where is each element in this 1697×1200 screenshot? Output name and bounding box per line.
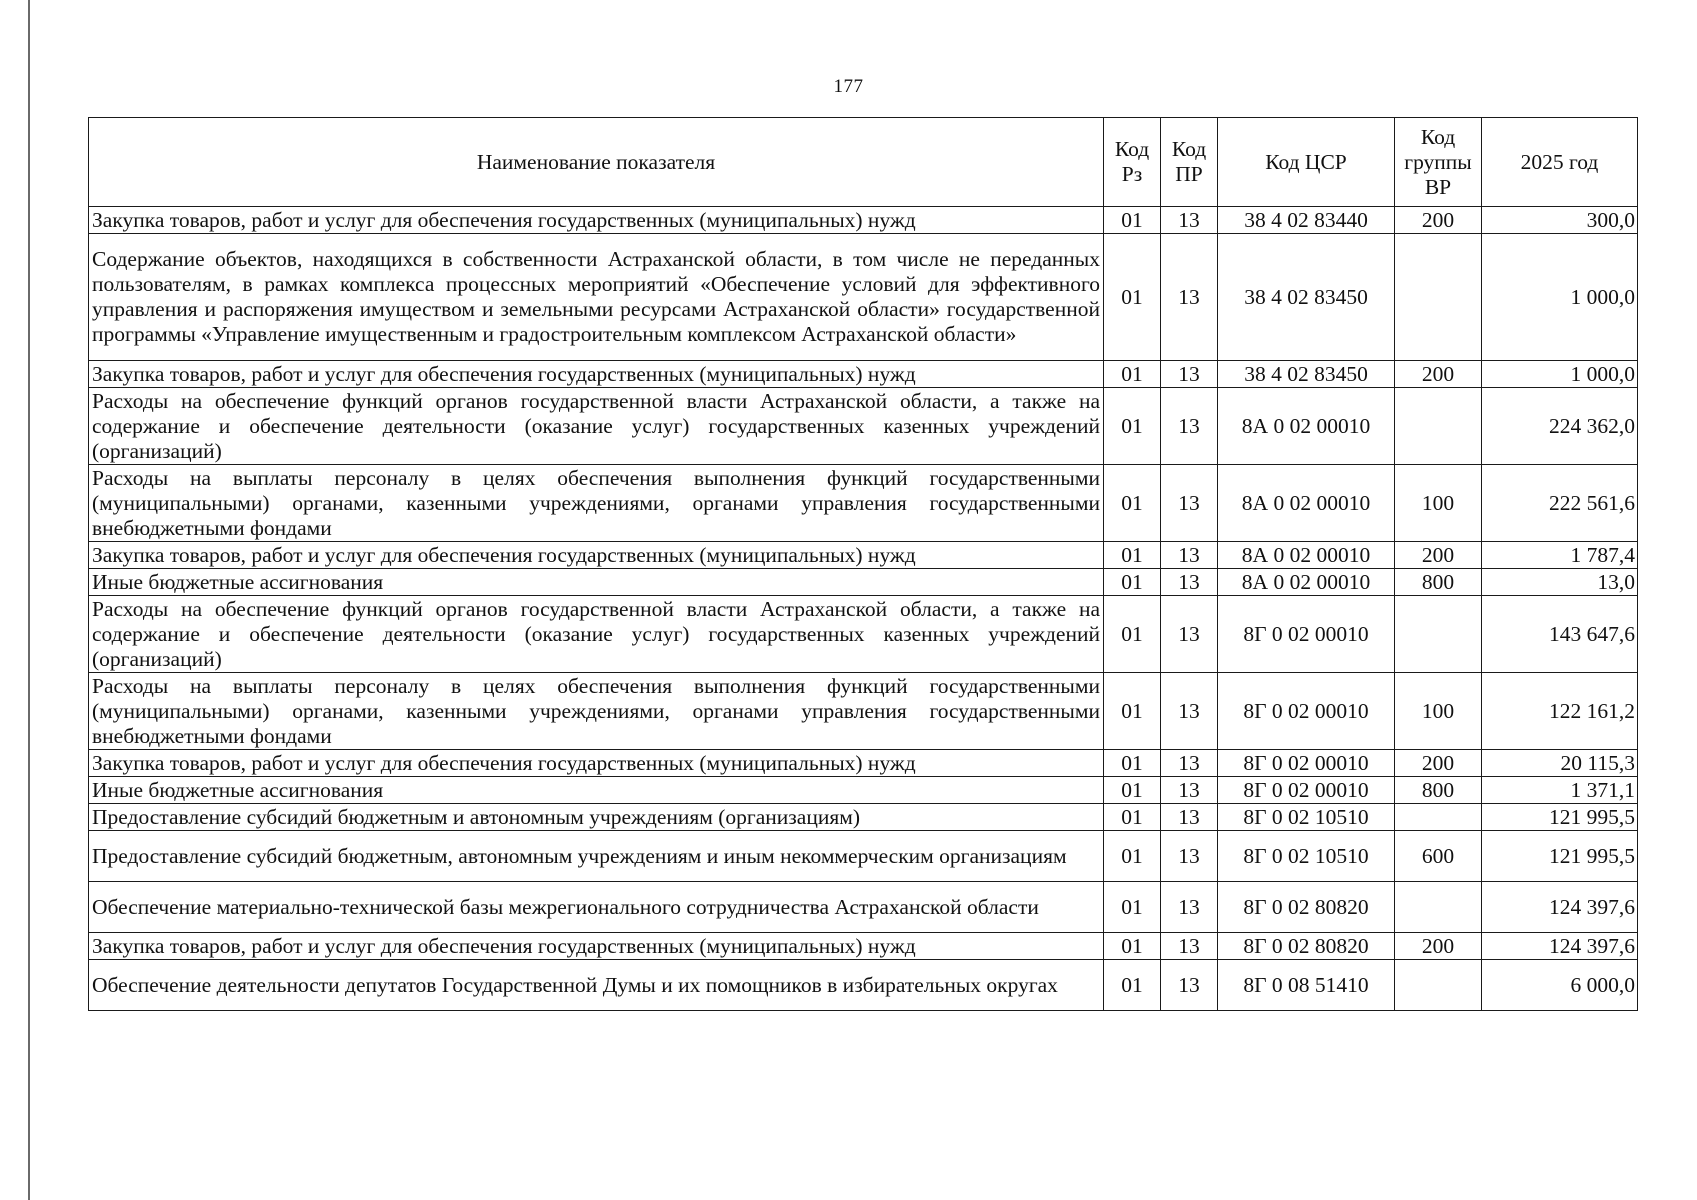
row-rz: 01 bbox=[1104, 804, 1161, 831]
row-name: Расходы на обеспечение функций органов государственной власти Астраханской области, а также на содержание и обеспечение деятельности (оказание услуг) государственных казенных учреждений (организаций) bbox=[89, 388, 1104, 465]
header-pr: Код ПР bbox=[1161, 118, 1218, 207]
row-pr: 13 bbox=[1161, 831, 1218, 882]
row-amount: 122 161,2 bbox=[1482, 673, 1638, 750]
row-rz: 01 bbox=[1104, 207, 1161, 234]
row-name: Закупка товаров, работ и услуг для обеспечения государственных (муниципальных) нужд bbox=[89, 933, 1104, 960]
header-csr: Код ЦСР bbox=[1218, 118, 1395, 207]
row-name: Предоставление субсидий бюджетным, автономным учреждениям и иным некоммерческим организациям bbox=[89, 831, 1104, 882]
row-csr: 8Г 0 02 10510 bbox=[1218, 831, 1395, 882]
table-row bbox=[89, 234, 1638, 361]
row-csr: 8А 0 02 00010 bbox=[1218, 542, 1395, 569]
row-csr: 8Г 0 08 51410 bbox=[1218, 960, 1395, 1011]
row-csr: 8Г 0 02 00010 bbox=[1218, 750, 1395, 777]
row-vr bbox=[1395, 388, 1482, 465]
row-rz: 01 bbox=[1104, 465, 1161, 542]
row-pr: 13 bbox=[1161, 933, 1218, 960]
row-name: Закупка товаров, работ и услуг для обеспечения государственных (муниципальных) нужд bbox=[89, 207, 1104, 234]
row-amount: 222 561,6 bbox=[1482, 465, 1638, 542]
row-vr bbox=[1395, 596, 1482, 673]
budget-table bbox=[88, 117, 1638, 1011]
row-pr: 13 bbox=[1161, 207, 1218, 234]
row-vr: 200 bbox=[1395, 207, 1482, 234]
row-csr: 8А 0 02 00010 bbox=[1218, 388, 1395, 465]
table-row bbox=[89, 465, 1638, 542]
row-pr: 13 bbox=[1161, 804, 1218, 831]
row-name: Предоставление субсидий бюджетным и автономным учреждениям (организациям) bbox=[89, 804, 1104, 831]
row-amount: 1 371,1 bbox=[1482, 777, 1638, 804]
row-amount: 1 000,0 bbox=[1482, 361, 1638, 388]
row-rz: 01 bbox=[1104, 933, 1161, 960]
row-name: Расходы на выплаты персоналу в целях обеспечения выполнения функций государственными (муниципальными) органами, казенными учреждениями, органами управления государственными внебюджетными фондами bbox=[89, 673, 1104, 750]
row-pr: 13 bbox=[1161, 388, 1218, 465]
row-csr: 8Г 0 02 10510 bbox=[1218, 804, 1395, 831]
row-vr bbox=[1395, 804, 1482, 831]
row-amount: 1 787,4 bbox=[1482, 542, 1638, 569]
row-name: Закупка товаров, работ и услуг для обеспечения государственных (муниципальных) нужд bbox=[89, 361, 1104, 388]
row-rz: 01 bbox=[1104, 569, 1161, 596]
row-pr: 13 bbox=[1161, 465, 1218, 542]
row-csr: 8Г 0 02 00010 bbox=[1218, 673, 1395, 750]
header-name: Наименование показателя bbox=[89, 118, 1104, 207]
row-amount: 121 995,5 bbox=[1482, 831, 1638, 882]
row-rz: 01 bbox=[1104, 542, 1161, 569]
row-vr: 200 bbox=[1395, 542, 1482, 569]
table-row bbox=[89, 882, 1638, 933]
table-row bbox=[89, 960, 1638, 1011]
table-row bbox=[89, 207, 1638, 234]
table-row bbox=[89, 933, 1638, 960]
row-vr bbox=[1395, 960, 1482, 1011]
row-rz: 01 bbox=[1104, 750, 1161, 777]
row-name: Иные бюджетные ассигнования bbox=[89, 777, 1104, 804]
row-vr: 800 bbox=[1395, 777, 1482, 804]
row-rz: 01 bbox=[1104, 596, 1161, 673]
row-csr: 38 4 02 83450 bbox=[1218, 234, 1395, 361]
row-name: Содержание объектов, находящихся в собственности Астраханской области, в том числе не переданных пользователям, в рамках комплекса процессных мероприятий «Обеспечение условий для эффективного управления и распоряжения имуществом и земельными ресурсами Астраханской области» государственной программы «Управление имущественным и градостроительным комплексом Астраханской области» bbox=[89, 234, 1104, 361]
row-amount: 1 000,0 bbox=[1482, 234, 1638, 361]
row-rz: 01 bbox=[1104, 777, 1161, 804]
row-csr: 8А 0 02 00010 bbox=[1218, 569, 1395, 596]
row-csr: 8Г 0 02 80820 bbox=[1218, 882, 1395, 933]
row-name: Закупка товаров, работ и услуг для обеспечения государственных (муниципальных) нужд bbox=[89, 542, 1104, 569]
row-name: Обеспечение деятельности депутатов Государственной Думы и их помощников в избирательных округах bbox=[89, 960, 1104, 1011]
table-row bbox=[89, 777, 1638, 804]
row-rz: 01 bbox=[1104, 673, 1161, 750]
row-csr: 8Г 0 02 00010 bbox=[1218, 596, 1395, 673]
row-rz: 01 bbox=[1104, 234, 1161, 361]
row-vr: 800 bbox=[1395, 569, 1482, 596]
row-csr: 38 4 02 83450 bbox=[1218, 361, 1395, 388]
table-row bbox=[89, 750, 1638, 777]
row-rz: 01 bbox=[1104, 831, 1161, 882]
row-vr: 100 bbox=[1395, 465, 1482, 542]
row-name: Закупка товаров, работ и услуг для обеспечения государственных (муниципальных) нужд bbox=[89, 750, 1104, 777]
row-csr: 8А 0 02 00010 bbox=[1218, 465, 1395, 542]
row-vr: 200 bbox=[1395, 750, 1482, 777]
row-amount: 143 647,6 bbox=[1482, 596, 1638, 673]
header-vr: Код группы ВР bbox=[1395, 118, 1482, 207]
row-vr: 100 bbox=[1395, 673, 1482, 750]
table-row bbox=[89, 596, 1638, 673]
table-row bbox=[89, 569, 1638, 596]
table-row bbox=[89, 388, 1638, 465]
row-vr bbox=[1395, 234, 1482, 361]
row-pr: 13 bbox=[1161, 596, 1218, 673]
row-vr: 200 bbox=[1395, 361, 1482, 388]
row-amount: 124 397,6 bbox=[1482, 933, 1638, 960]
row-amount: 20 115,3 bbox=[1482, 750, 1638, 777]
row-rz: 01 bbox=[1104, 960, 1161, 1011]
row-name: Обеспечение материально-технической базы межрегионального сотрудничества Астраханской области bbox=[89, 882, 1104, 933]
row-pr: 13 bbox=[1161, 750, 1218, 777]
row-pr: 13 bbox=[1161, 960, 1218, 1011]
row-vr bbox=[1395, 882, 1482, 933]
row-name: Расходы на обеспечение функций органов государственной власти Астраханской области, а также на содержание и обеспечение деятельности (оказание услуг) государственных казенных учреждений (организаций) bbox=[89, 596, 1104, 673]
row-rz: 01 bbox=[1104, 361, 1161, 388]
row-pr: 13 bbox=[1161, 234, 1218, 361]
row-csr: 38 4 02 83440 bbox=[1218, 207, 1395, 234]
row-csr: 8Г 0 02 80820 bbox=[1218, 933, 1395, 960]
row-vr: 600 bbox=[1395, 831, 1482, 882]
page-number: 177 bbox=[833, 76, 864, 97]
row-pr: 13 bbox=[1161, 777, 1218, 804]
row-amount: 224 362,0 bbox=[1482, 388, 1638, 465]
row-vr: 200 bbox=[1395, 933, 1482, 960]
row-amount: 6 000,0 bbox=[1482, 960, 1638, 1011]
row-amount: 300,0 bbox=[1482, 207, 1638, 234]
row-amount: 121 995,5 bbox=[1482, 804, 1638, 831]
table-header-row bbox=[89, 118, 1638, 207]
row-amount: 13,0 bbox=[1482, 569, 1638, 596]
row-rz: 01 bbox=[1104, 388, 1161, 465]
scan-edge-line bbox=[28, 0, 30, 1200]
row-rz: 01 bbox=[1104, 882, 1161, 933]
header-rz: Код Рз bbox=[1104, 118, 1161, 207]
table-row bbox=[89, 361, 1638, 388]
row-pr: 13 bbox=[1161, 361, 1218, 388]
table-row bbox=[89, 673, 1638, 750]
row-name: Расходы на выплаты персоналу в целях обеспечения выполнения функций государственными (муниципальными) органами, казенными учреждениями, органами управления государственными внебюджетными фондами bbox=[89, 465, 1104, 542]
table-row bbox=[89, 542, 1638, 569]
row-pr: 13 bbox=[1161, 569, 1218, 596]
row-pr: 13 bbox=[1161, 882, 1218, 933]
table-row bbox=[89, 804, 1638, 831]
row-pr: 13 bbox=[1161, 673, 1218, 750]
header-year: 2025 год bbox=[1482, 118, 1638, 207]
table-row bbox=[89, 831, 1638, 882]
row-amount: 124 397,6 bbox=[1482, 882, 1638, 933]
row-name: Иные бюджетные ассигнования bbox=[89, 569, 1104, 596]
row-pr: 13 bbox=[1161, 542, 1218, 569]
row-csr: 8Г 0 02 00010 bbox=[1218, 777, 1395, 804]
